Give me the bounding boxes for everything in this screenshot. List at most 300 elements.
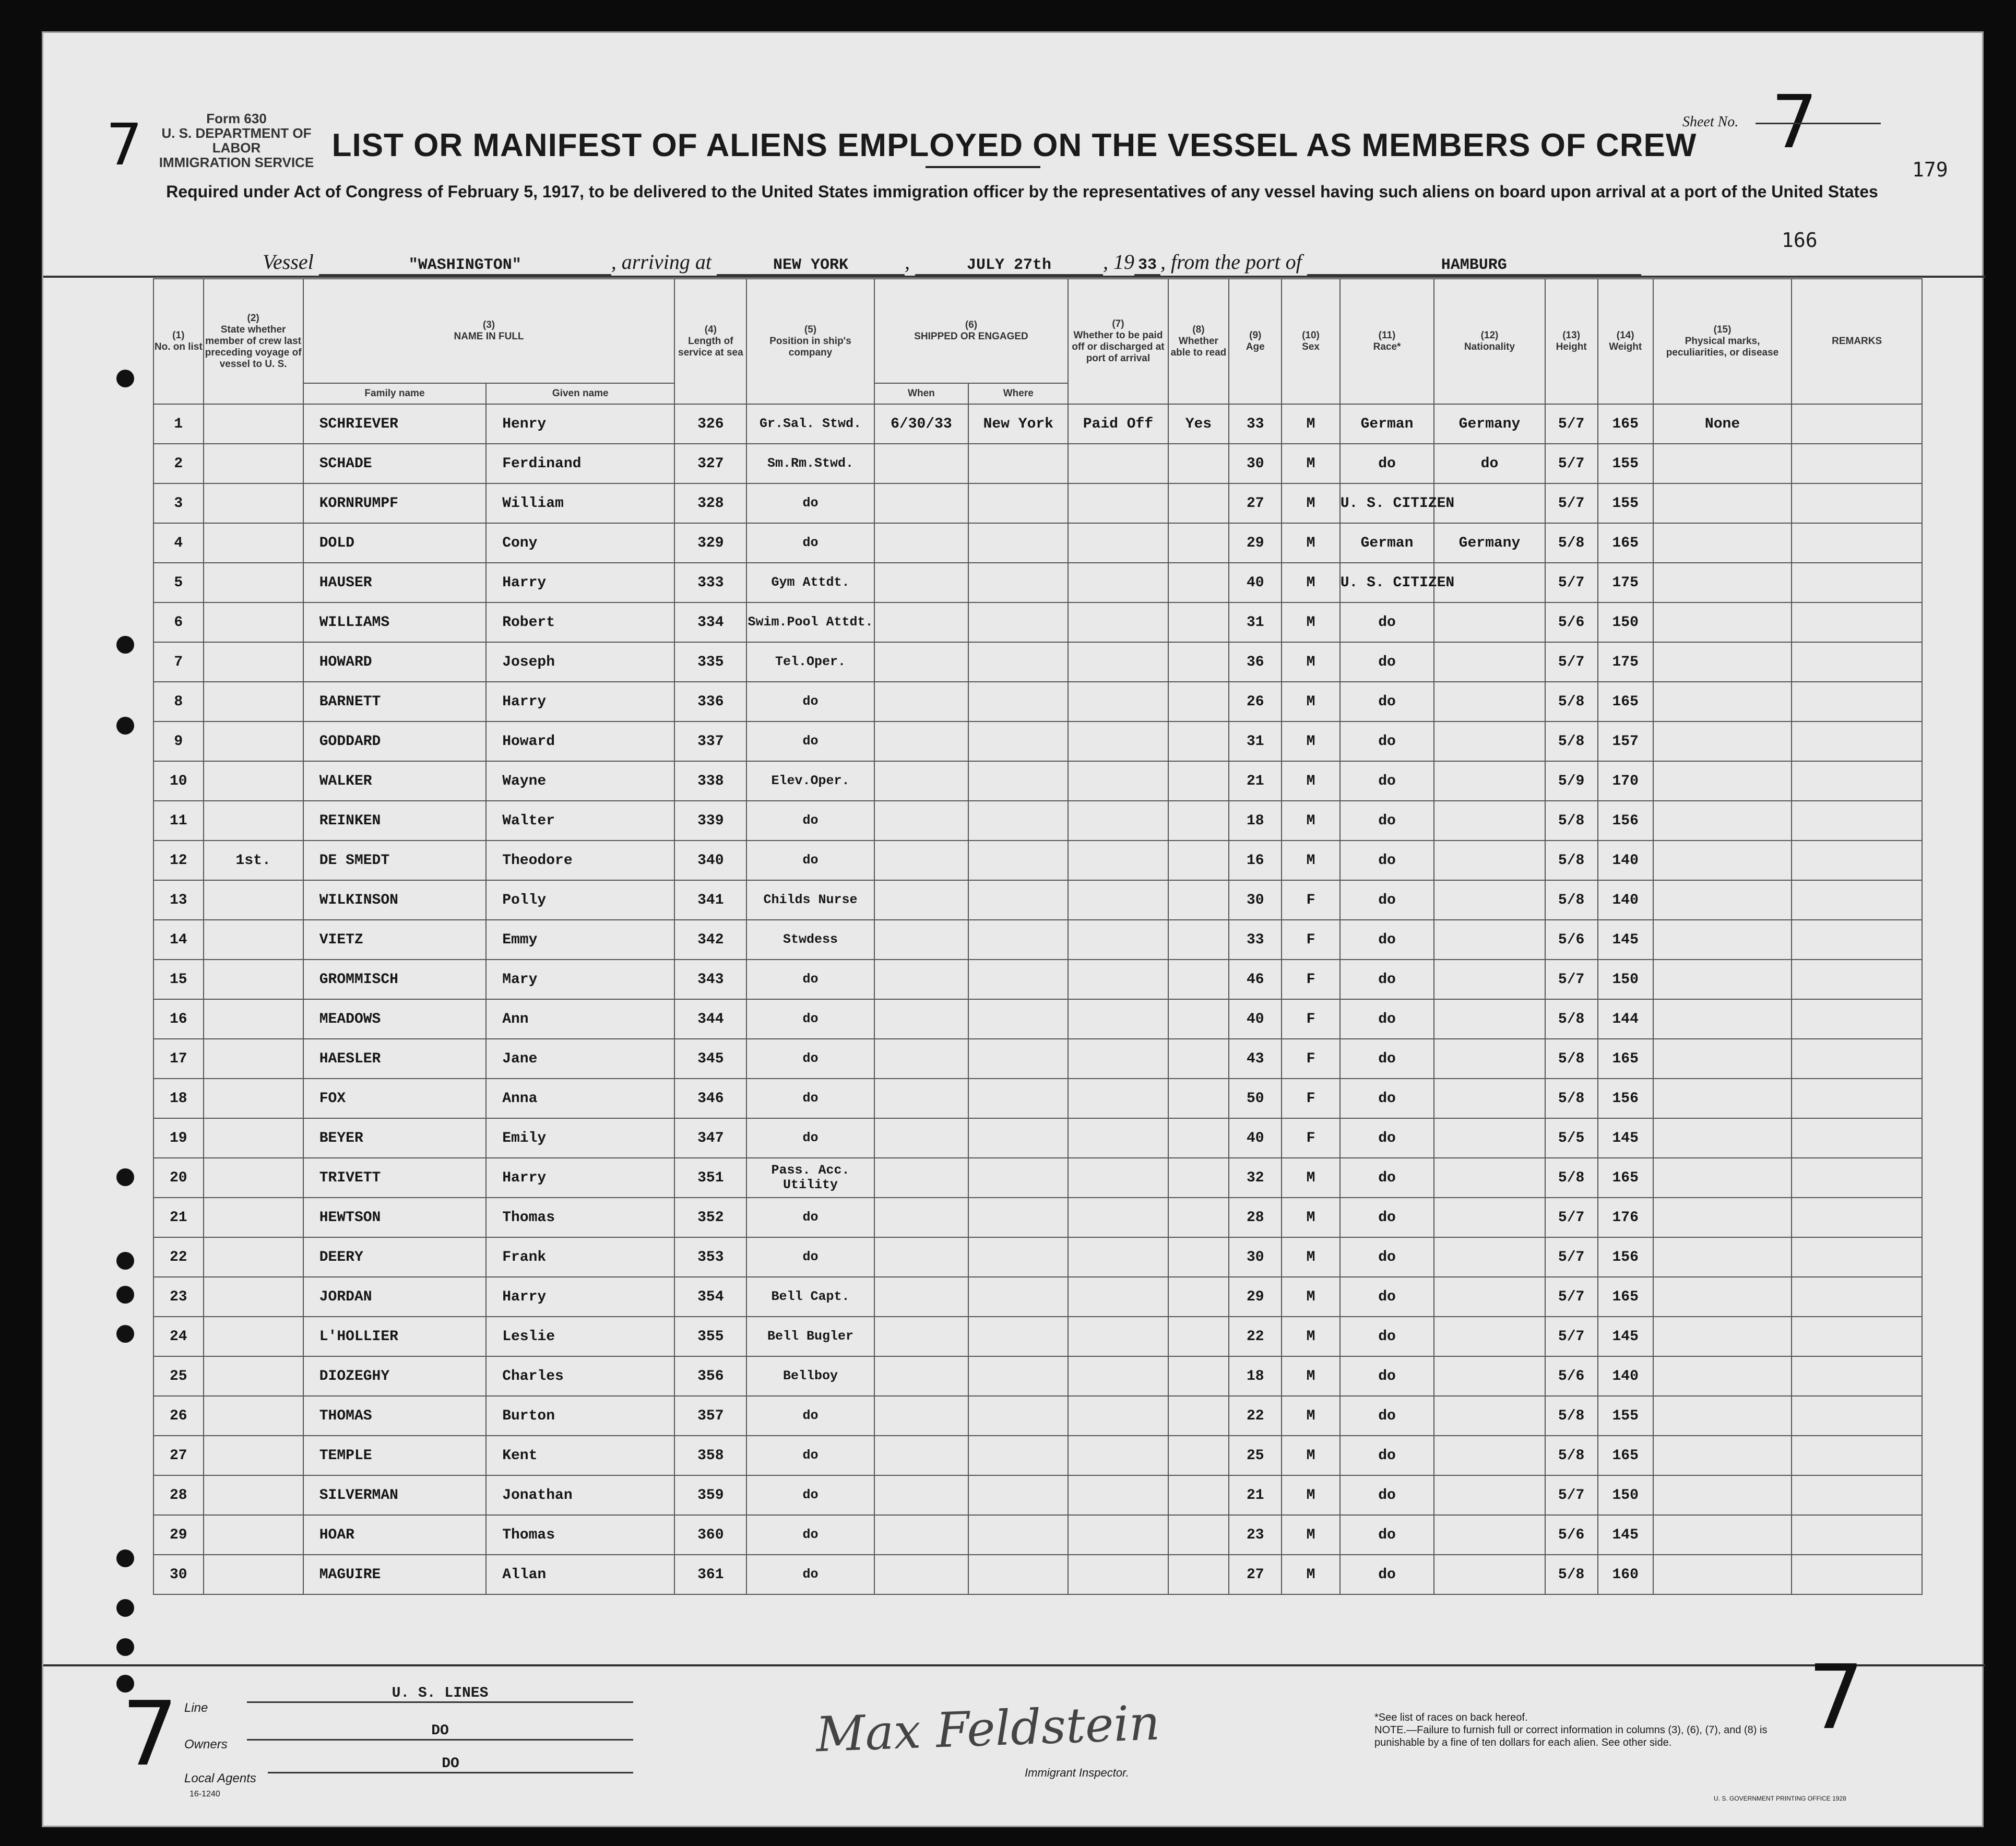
age-cell: 31	[1229, 602, 1282, 642]
physical-marks-cell	[1653, 960, 1792, 999]
table-row	[153, 483, 1922, 523]
previous-voyage-cell	[204, 920, 303, 960]
shipped-where-cell	[968, 920, 1068, 960]
remarks-cell	[1792, 1475, 1922, 1515]
age-cell: 28	[1229, 1198, 1282, 1237]
sex-cell: F	[1282, 1118, 1340, 1158]
height-cell: 5/7	[1545, 1277, 1598, 1317]
shipped-where-cell	[968, 960, 1068, 999]
family-name-cell: DIOZEGHY	[303, 1356, 486, 1396]
age-cell: 21	[1229, 761, 1282, 801]
shipped-when-cell	[874, 1039, 969, 1079]
height-cell: 5/8	[1545, 1555, 1598, 1594]
sex-cell: F	[1282, 1039, 1340, 1079]
paid-off-cell	[1068, 1475, 1168, 1515]
physical-marks-cell	[1653, 801, 1792, 841]
paid-off-cell	[1068, 1515, 1168, 1555]
paid-off-cell	[1068, 523, 1168, 563]
service-length-cell: 360	[674, 1515, 746, 1555]
remarks-cell	[1792, 1118, 1922, 1158]
remarks-cell	[1792, 841, 1922, 880]
manifest-page	[42, 31, 1984, 1827]
shipped-where-cell	[968, 523, 1068, 563]
weight-cell: 165	[1598, 404, 1653, 444]
table-row	[153, 880, 1922, 920]
shipped-where-cell	[968, 1475, 1068, 1515]
paid-off-cell	[1068, 602, 1168, 642]
remarks-cell	[1792, 721, 1922, 761]
page-subtitle: Required under Act of Congress of February 5, 1917, to be delivered to the United States immigration officer by the representatives of any vessel having such aliens on board upon arrival at a port of the United States	[166, 182, 1878, 201]
paid-off-cell	[1068, 642, 1168, 682]
height-cell: 5/6	[1545, 1356, 1598, 1396]
shipped-where-cell	[968, 1237, 1068, 1277]
remarks-cell	[1792, 1515, 1922, 1555]
position-cell: Bellboy	[746, 1356, 874, 1396]
remarks-cell	[1792, 404, 1922, 444]
family-name-cell: WILLIAMS	[303, 602, 486, 642]
shipped-when-cell	[874, 602, 969, 642]
weight-cell: 140	[1598, 841, 1653, 880]
service-length-cell: 337	[674, 721, 746, 761]
inspector-signature: Max Feldstein	[815, 1695, 1161, 1763]
race-cell: do	[1340, 1237, 1434, 1277]
able-to-read-cell	[1168, 999, 1229, 1039]
given-name-cell: Emmy	[486, 920, 674, 960]
race-cell: do	[1340, 1039, 1434, 1079]
weight-cell: 165	[1598, 1436, 1653, 1475]
sex-cell: M	[1282, 1317, 1340, 1356]
arriving-label: , arriving at	[611, 250, 711, 274]
race-cell: do	[1340, 1396, 1434, 1436]
sex-cell: F	[1282, 880, 1340, 920]
table-row	[153, 1396, 1922, 1436]
service-length-cell: 361	[674, 1555, 746, 1594]
owners-value: DO	[247, 1723, 633, 1741]
table-row	[153, 1198, 1922, 1237]
form-number: Form 630	[206, 111, 267, 126]
table-row	[153, 920, 1922, 960]
race-cell: do	[1340, 1317, 1434, 1356]
paid-off-cell	[1068, 761, 1168, 801]
shipped-when-cell	[874, 920, 969, 960]
row-number-cell: 23	[153, 1277, 204, 1317]
position-cell: Tel.Oper.	[746, 642, 874, 682]
position-cell: Gym Attdt.	[746, 563, 874, 602]
height-cell: 5/8	[1545, 1158, 1598, 1198]
position-cell: do	[746, 682, 874, 721]
paid-off-cell	[1068, 1317, 1168, 1356]
nationality-cell	[1434, 880, 1545, 920]
physical-marks-cell	[1653, 1515, 1792, 1555]
given-name-cell: Charles	[486, 1356, 674, 1396]
shipped-when-cell	[874, 1555, 969, 1594]
position-cell: Childs Nurse	[746, 880, 874, 920]
height-cell: 5/9	[1545, 761, 1598, 801]
shipped-when-cell: 6/30/33	[874, 404, 969, 444]
family-name-cell: TRIVETT	[303, 1158, 486, 1198]
family-name-cell: L'HOLLIER	[303, 1317, 486, 1356]
shipped-when-cell	[874, 563, 969, 602]
line-label: Line	[184, 1701, 208, 1715]
service-length-cell: 353	[674, 1237, 746, 1277]
weight-cell: 165	[1598, 1039, 1653, 1079]
sex-cell: M	[1282, 483, 1340, 523]
position-cell: do	[746, 1039, 874, 1079]
paid-off-cell	[1068, 841, 1168, 880]
position-cell: do	[746, 1198, 874, 1237]
punch-hole	[116, 1638, 134, 1656]
race-cell: do	[1340, 1555, 1434, 1594]
able-to-read-cell	[1168, 1237, 1229, 1277]
able-to-read-cell	[1168, 1436, 1229, 1475]
position-cell: do	[746, 1079, 874, 1118]
shipped-when-cell	[874, 1158, 969, 1198]
height-cell: 5/8	[1545, 523, 1598, 563]
service-length-cell: 354	[674, 1277, 746, 1317]
given-name-cell: Burton	[486, 1396, 674, 1436]
race-cell: do	[1340, 920, 1434, 960]
position-cell: do	[746, 841, 874, 880]
table-row	[153, 1356, 1922, 1396]
given-name-cell: Ferdinand	[486, 444, 674, 483]
remarks-cell	[1792, 999, 1922, 1039]
sex-cell: M	[1282, 1555, 1340, 1594]
service-length-cell: 357	[674, 1396, 746, 1436]
shipped-when-cell	[874, 523, 969, 563]
position-cell: do	[746, 999, 874, 1039]
previous-voyage-cell	[204, 1555, 303, 1594]
shipped-when-cell	[874, 999, 969, 1039]
nationality-cell	[1434, 1317, 1545, 1356]
given-name-cell: Leslie	[486, 1317, 674, 1356]
service-length-cell: 339	[674, 801, 746, 841]
height-cell: 5/6	[1545, 1515, 1598, 1555]
col-header-marks: (15) Physical marks, peculiarities, or disease	[1653, 279, 1792, 404]
race-cell: do	[1340, 1515, 1434, 1555]
remarks-cell	[1792, 642, 1922, 682]
service-length-cell: 340	[674, 841, 746, 880]
service-length-cell: 327	[674, 444, 746, 483]
age-cell: 22	[1229, 1396, 1282, 1436]
row-number-cell: 16	[153, 999, 204, 1039]
col-header-when: When	[874, 383, 969, 404]
position-cell: do	[746, 1118, 874, 1158]
height-cell: 5/8	[1545, 1039, 1598, 1079]
family-name-cell: THOMAS	[303, 1396, 486, 1436]
age-cell: 33	[1229, 404, 1282, 444]
age-cell: 33	[1229, 920, 1282, 960]
previous-voyage-cell	[204, 1356, 303, 1396]
paid-off-cell	[1068, 1118, 1168, 1158]
nationality-cell	[1434, 642, 1545, 682]
weight-cell: 140	[1598, 880, 1653, 920]
able-to-read-cell	[1168, 761, 1229, 801]
able-to-read-cell	[1168, 721, 1229, 761]
table-row	[153, 761, 1922, 801]
nationality-cell: do	[1434, 444, 1545, 483]
physical-marks-cell	[1653, 1555, 1792, 1594]
arrival-date: JULY 27th	[915, 256, 1103, 276]
previous-voyage-cell	[204, 880, 303, 920]
nationality-cell	[1434, 920, 1545, 960]
row-number-cell: 2	[153, 444, 204, 483]
age-cell: 46	[1229, 960, 1282, 999]
race-cell: do	[1340, 801, 1434, 841]
given-name-cell: Thomas	[486, 1198, 674, 1237]
previous-voyage-cell	[204, 960, 303, 999]
able-to-read-cell	[1168, 1079, 1229, 1118]
able-to-read-cell	[1168, 563, 1229, 602]
shipped-when-cell	[874, 444, 969, 483]
family-name-cell: DEERY	[303, 1237, 486, 1277]
weight-cell: 157	[1598, 721, 1653, 761]
shipped-where-cell	[968, 1198, 1068, 1237]
given-name-cell: Theodore	[486, 841, 674, 880]
position-cell: Bell Capt.	[746, 1277, 874, 1317]
family-name-cell: TEMPLE	[303, 1436, 486, 1475]
given-name-cell: Allan	[486, 1555, 674, 1594]
given-name-cell: Cony	[486, 523, 674, 563]
sex-cell: M	[1282, 563, 1340, 602]
physical-marks-cell	[1653, 1039, 1792, 1079]
vessel-line: Vessel "WASHINGTON" , arriving at NEW YORK , JULY 27th , 19 33 , from the port of HAMBURG	[263, 250, 1641, 276]
age-cell: 18	[1229, 801, 1282, 841]
height-cell: 5/8	[1545, 1079, 1598, 1118]
punch-hole	[116, 1549, 134, 1567]
sex-cell: M	[1282, 841, 1340, 880]
family-name-cell: HAESLER	[303, 1039, 486, 1079]
previous-voyage-cell	[204, 1118, 303, 1158]
able-to-read-cell	[1168, 642, 1229, 682]
age-cell: 40	[1229, 1118, 1282, 1158]
age-cell: 22	[1229, 1317, 1282, 1356]
age-cell: 29	[1229, 1277, 1282, 1317]
col-header-weight: (14) Weight	[1598, 279, 1653, 404]
row-number-cell: 20	[153, 1158, 204, 1198]
row-number-cell: 22	[153, 1237, 204, 1277]
weight-cell: 145	[1598, 1118, 1653, 1158]
previous-voyage-cell	[204, 1277, 303, 1317]
shipped-where-cell	[968, 642, 1068, 682]
punch-hole	[116, 370, 134, 387]
age-cell: 23	[1229, 1515, 1282, 1555]
position-cell: Pass. Acc. Utility	[746, 1158, 874, 1198]
family-name-cell: SCHADE	[303, 444, 486, 483]
table-row	[153, 1118, 1922, 1158]
stamp-top-number: 179	[1912, 158, 1948, 181]
height-cell: 5/8	[1545, 999, 1598, 1039]
row-number-cell: 29	[153, 1515, 204, 1555]
age-cell: 31	[1229, 721, 1282, 761]
paid-off-cell	[1068, 1158, 1168, 1198]
paid-off-cell	[1068, 563, 1168, 602]
weight-cell: 165	[1598, 682, 1653, 721]
punch-hole	[116, 636, 134, 654]
age-cell: 16	[1229, 841, 1282, 880]
able-to-read-cell	[1168, 920, 1229, 960]
footer-left-mark: 7	[122, 1683, 179, 1786]
sex-cell: M	[1282, 1396, 1340, 1436]
position-cell: Elev.Oper.	[746, 761, 874, 801]
remarks-cell	[1792, 1198, 1922, 1237]
previous-voyage-cell	[204, 602, 303, 642]
age-cell: 30	[1229, 880, 1282, 920]
family-name-cell: DE SMEDT	[303, 841, 486, 880]
weight-cell: 145	[1598, 1317, 1653, 1356]
race-cell: do	[1340, 761, 1434, 801]
physical-marks-cell	[1653, 444, 1792, 483]
nationality-cell	[1434, 999, 1545, 1039]
shipped-where-cell	[968, 1277, 1068, 1317]
shipped-when-cell	[874, 1317, 969, 1356]
col-header-name: (3) NAME IN FULL	[303, 279, 675, 383]
paid-off-cell	[1068, 880, 1168, 920]
row-number-cell: 30	[153, 1555, 204, 1594]
service-length-cell: 334	[674, 602, 746, 642]
physical-marks-cell	[1653, 1158, 1792, 1198]
table-row	[153, 602, 1922, 642]
table-row	[153, 999, 1922, 1039]
height-cell: 5/8	[1545, 682, 1598, 721]
remarks-cell	[1792, 1079, 1922, 1118]
nationality-cell	[1434, 1396, 1545, 1436]
form-code: 16-1240	[189, 1790, 220, 1798]
shipped-when-cell	[874, 682, 969, 721]
punch-hole	[116, 1168, 134, 1186]
department-name: U. S. DEPARTMENT OF LABOR	[161, 125, 312, 156]
row-number-cell: 19	[153, 1118, 204, 1158]
nationality-cell	[1434, 841, 1545, 880]
sex-cell: M	[1282, 1198, 1340, 1237]
race-cell: do	[1340, 602, 1434, 642]
title-underline	[926, 166, 1040, 168]
row-number-cell: 27	[153, 1436, 204, 1475]
able-to-read-cell	[1168, 523, 1229, 563]
arrival-port: NEW YORK	[717, 256, 905, 276]
age-cell: 21	[1229, 1475, 1282, 1515]
height-cell: 5/8	[1545, 880, 1598, 920]
shipped-where-cell	[968, 801, 1068, 841]
agents-value: DO	[268, 1756, 633, 1773]
given-name-cell: Harry	[486, 682, 674, 721]
punch-hole	[116, 1286, 134, 1304]
race-cell: do	[1340, 1436, 1434, 1475]
race-cell: do	[1340, 1277, 1434, 1317]
age-cell: 29	[1229, 523, 1282, 563]
col-header-height: (13) Height	[1545, 279, 1598, 404]
position-cell: do	[746, 1237, 874, 1277]
vessel-label: Vessel	[263, 250, 314, 274]
paid-off-cell	[1068, 1079, 1168, 1118]
paid-off-cell	[1068, 1436, 1168, 1475]
height-cell: 5/8	[1545, 721, 1598, 761]
shipped-where-cell	[968, 1515, 1068, 1555]
stamp-page-number: 166	[1782, 229, 1818, 252]
position-cell: do	[746, 1396, 874, 1436]
departure-port: HAMBURG	[1307, 256, 1641, 276]
sex-cell: M	[1282, 761, 1340, 801]
footer-right-mark: 7	[1808, 1646, 1865, 1749]
race-cell: do	[1340, 444, 1434, 483]
shipped-when-cell	[874, 1515, 969, 1555]
table-row	[153, 1039, 1922, 1079]
height-cell: 5/5	[1545, 1118, 1598, 1158]
previous-voyage-cell	[204, 1158, 303, 1198]
sex-cell: M	[1282, 682, 1340, 721]
weight-cell: 155	[1598, 1396, 1653, 1436]
race-cell: do	[1340, 642, 1434, 682]
physical-marks-cell	[1653, 602, 1792, 642]
punch-hole	[116, 1599, 134, 1617]
age-cell: 40	[1229, 563, 1282, 602]
table-row	[153, 721, 1922, 761]
able-to-read-cell	[1168, 1475, 1229, 1515]
able-to-read-cell	[1168, 1198, 1229, 1237]
col-header-sex: (10) Sex	[1282, 279, 1340, 404]
height-cell: 5/7	[1545, 483, 1598, 523]
remarks-cell	[1792, 563, 1922, 602]
weight-cell: 150	[1598, 960, 1653, 999]
weight-cell: 165	[1598, 523, 1653, 563]
physical-marks-cell	[1653, 1118, 1792, 1158]
able-to-read-cell	[1168, 1158, 1229, 1198]
height-cell: 5/8	[1545, 1436, 1598, 1475]
col-header-remarks: REMARKS	[1792, 279, 1922, 404]
previous-voyage-cell	[204, 1039, 303, 1079]
position-cell: Sm.Rm.Stwd.	[746, 444, 874, 483]
race-cell: do	[1340, 1475, 1434, 1515]
vessel-name: "WASHINGTON"	[319, 256, 611, 276]
sex-cell: F	[1282, 1079, 1340, 1118]
remarks-cell	[1792, 682, 1922, 721]
physical-marks-cell	[1653, 1237, 1792, 1277]
row-number-cell: 21	[153, 1198, 204, 1237]
weight-cell: 145	[1598, 1515, 1653, 1555]
family-name-cell: BEYER	[303, 1118, 486, 1158]
able-to-read-cell	[1168, 801, 1229, 841]
paid-off-cell	[1068, 1237, 1168, 1277]
sex-cell: M	[1282, 523, 1340, 563]
col-header-number: (1) No. on list	[153, 279, 204, 404]
row-number-cell: 7	[153, 642, 204, 682]
col-header-read: (8) Whether able to read	[1168, 279, 1229, 404]
sex-cell: M	[1282, 602, 1340, 642]
shipped-where-cell	[968, 1079, 1068, 1118]
table-row	[153, 444, 1922, 483]
able-to-read-cell: Yes	[1168, 404, 1229, 444]
previous-voyage-cell	[204, 563, 303, 602]
physical-marks-cell	[1653, 761, 1792, 801]
weight-cell: 156	[1598, 1079, 1653, 1118]
row-number-cell: 3	[153, 483, 204, 523]
year-suffix: 33	[1134, 256, 1160, 276]
previous-voyage-cell	[204, 721, 303, 761]
family-name-cell: WALKER	[303, 761, 486, 801]
row-number-cell: 12	[153, 841, 204, 880]
given-name-cell: Harry	[486, 1277, 674, 1317]
height-cell: 5/7	[1545, 1237, 1598, 1277]
table-row	[153, 1277, 1922, 1317]
family-name-cell: MAGUIRE	[303, 1555, 486, 1594]
row-number-cell: 1	[153, 404, 204, 444]
weight-cell: 144	[1598, 999, 1653, 1039]
able-to-read-cell	[1168, 1555, 1229, 1594]
paid-off-cell	[1068, 682, 1168, 721]
remarks-cell	[1792, 1396, 1922, 1436]
service-name: IMMIGRATION SERVICE	[159, 155, 314, 170]
shipped-when-cell	[874, 1475, 969, 1515]
given-name-cell: Frank	[486, 1237, 674, 1277]
